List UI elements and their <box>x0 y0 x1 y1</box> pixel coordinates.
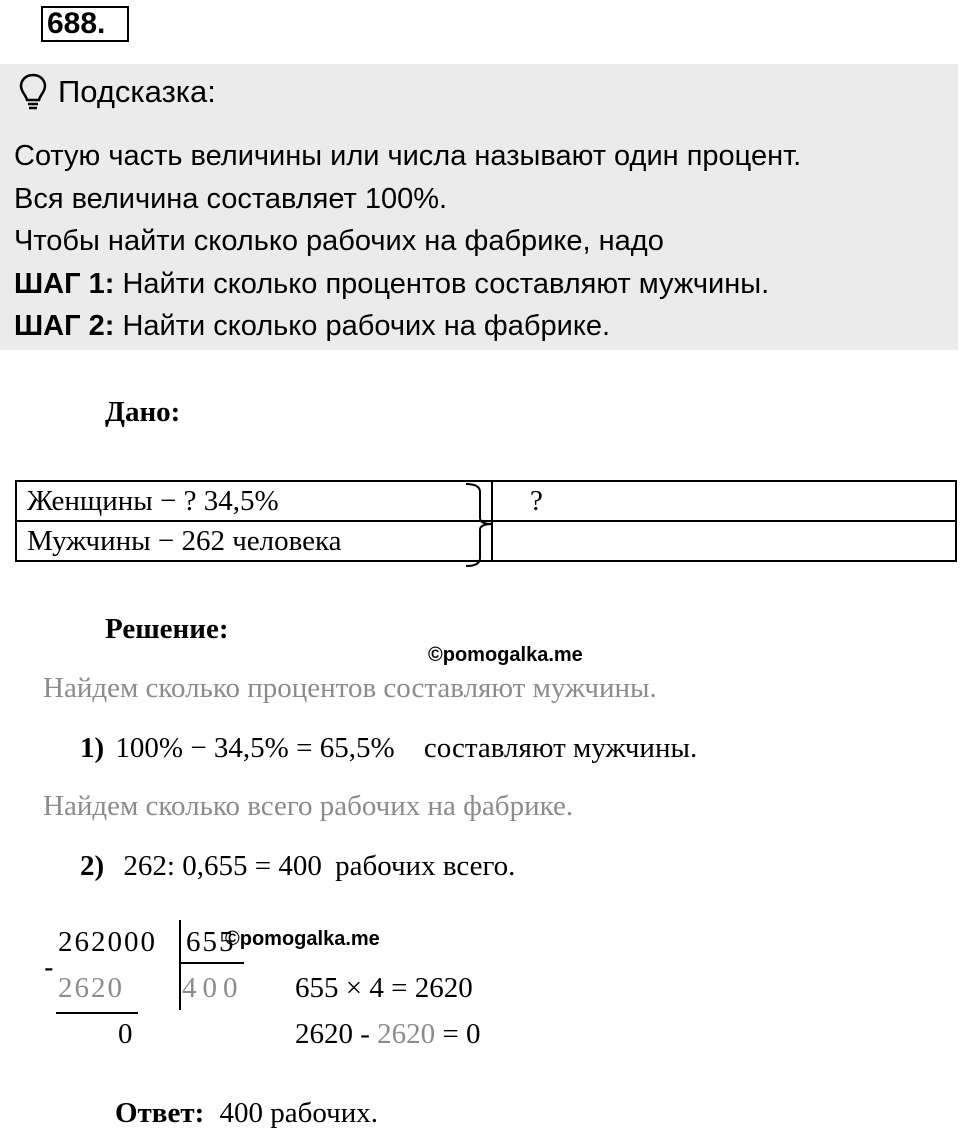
hint-line: Вся величина составляет 100%. <box>14 183 448 215</box>
brace-icon <box>462 482 502 568</box>
given-heading: Дано: <box>105 396 181 428</box>
hint-step-1 <box>14 268 769 301</box>
step1-text: составляют мужчины. <box>423 732 698 764</box>
step-number: 1) <box>80 732 105 764</box>
step2-expression: 262: 0,655 = 400 <box>123 850 322 882</box>
check-subtraction <box>295 1018 481 1051</box>
dividend: 262000 <box>58 926 157 958</box>
quotient: 400 <box>182 972 244 1004</box>
hint-title: Подсказка: <box>58 74 216 109</box>
table-cell: Мужчины − 262 человека <box>16 521 492 561</box>
divisor: 655 <box>186 926 236 958</box>
minus-sign: - <box>44 952 54 984</box>
step2-intro: Найдем сколько всего рабочих на фабрике. <box>43 790 574 822</box>
step-label: ШАГ 2: <box>14 310 115 342</box>
check-multiplication <box>295 972 473 1005</box>
check-text: 655 × 4 = 2620 <box>295 972 473 1004</box>
division-divisor-line <box>180 962 244 964</box>
hint-line: Сотую часть величины или числа называют один процент. <box>14 140 802 172</box>
answer-line <box>115 1097 378 1130</box>
watermark: ©pomogalka.me <box>225 928 380 950</box>
check-text: 2620 <box>377 1018 436 1050</box>
table-cell: Женщины − ? 34,5% <box>16 481 492 521</box>
division-vertical-line <box>179 920 181 1010</box>
step1-line <box>80 732 697 765</box>
watermark: ©pomogalka.me <box>428 644 583 666</box>
check-text: 2620 - <box>295 1018 378 1050</box>
hint-step-2 <box>14 310 610 343</box>
remainder: 0 <box>118 1018 133 1050</box>
lightbulb-icon <box>18 72 48 112</box>
step-text: Найти сколько рабочих на фабрике. <box>122 310 611 342</box>
step2-text: рабочих всего. <box>335 850 516 882</box>
step1-expression: 100% − 34,5% = 65,5% <box>115 732 395 764</box>
check-text: = 0 <box>435 1018 481 1050</box>
step1-intro: Найдем сколько процентов составляют мужчины. <box>43 672 657 704</box>
division-result-line <box>56 1012 138 1014</box>
answer-value: 400 рабочих. <box>219 1097 378 1129</box>
task-number: 688. <box>41 6 129 42</box>
step-label: ШАГ 1: <box>14 268 115 300</box>
solution-heading: Решение: <box>105 613 229 645</box>
table-cell: ? <box>492 481 956 521</box>
step-number: 2) <box>80 850 105 882</box>
hint-line: Чтобы найти сколько рабочих на фабрике, надо <box>14 225 664 257</box>
step-text: Найти сколько процентов составляют мужчины. <box>122 268 770 300</box>
table-cell <box>492 521 956 561</box>
answer-label: Ответ: <box>115 1097 205 1129</box>
subtrahend: 2620 <box>58 972 124 1004</box>
step2-line <box>80 850 515 883</box>
